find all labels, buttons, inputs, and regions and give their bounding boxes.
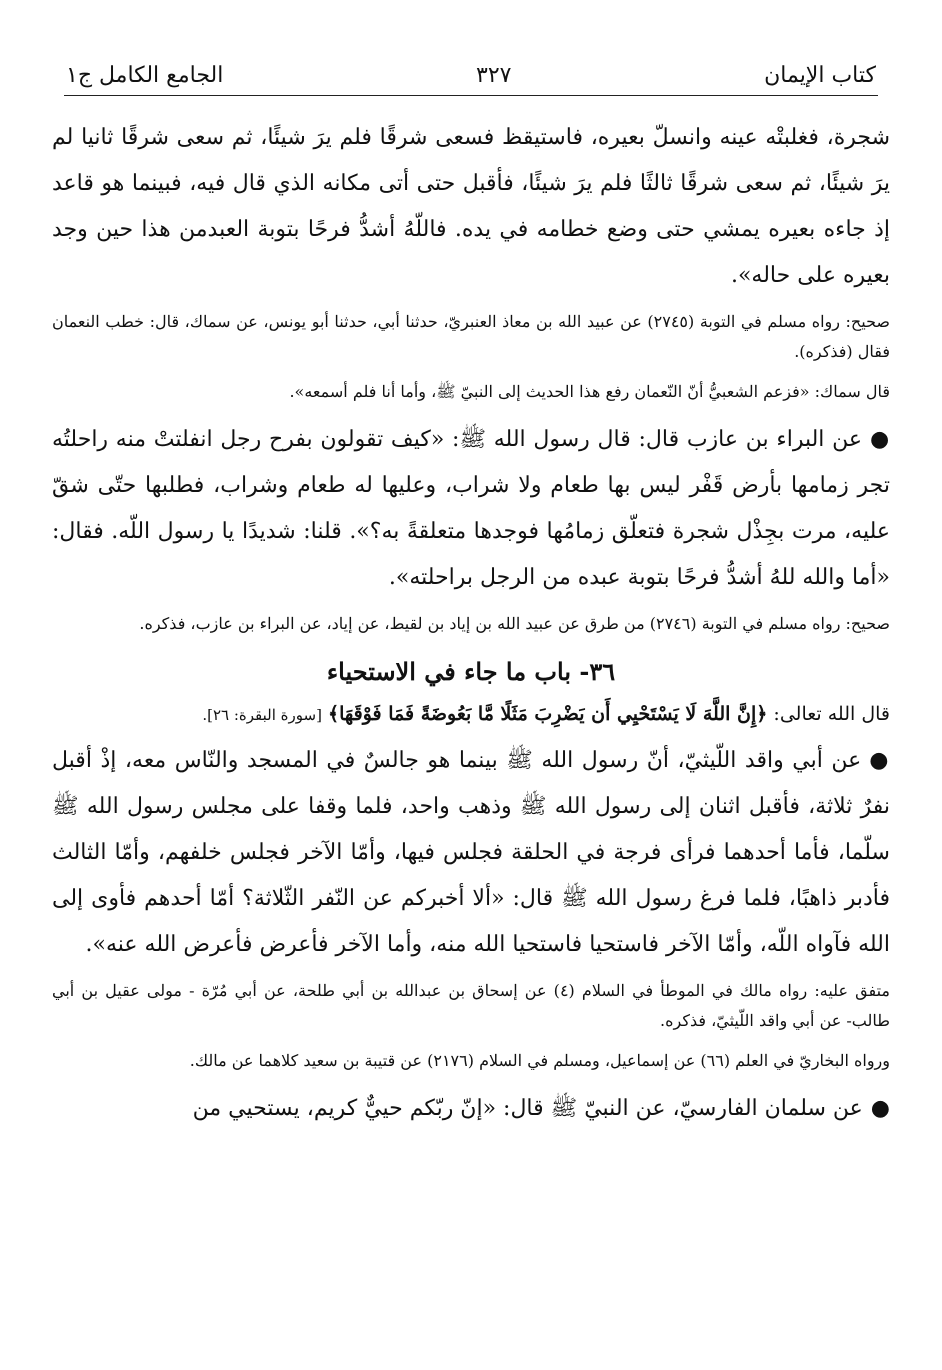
note-text: صحيح: رواه مسلم في التوبة (٢٧٤٦) من طرق عن عبيد الله بن إياد بن لقيط، عن إياد، عن البراء بن عازب، فذكره. bbox=[139, 614, 890, 633]
paragraph-text: عن البراء بن عازب قال: قال رسول الله ﷺ: «كيف تقولون بفرح رجل انفلتتْ منه راحلتُه تجر زمامها بأرض قَفْر ليس بها طعام ولا شراب، وعليها له طعام وشراب، فطلبها حتّى شقّ عليه، مرت بجِذْل شجرة فتعلّق زمامُها فوجدها متعلقةً به؟». قلنا: شديدًا يا رسول اللّه. فقال: «أما والله للهُ أشدُّ فرحًا بتوبة عبده من الرجل براحلته». bbox=[52, 427, 890, 590]
note-text: قال سماك: «فزعم الشعبيُّ أنّ النّعمان رفع هذا الحديث إلى النبيّ ﷺ، وأما أنا فلم أسمعه». bbox=[289, 382, 890, 401]
paragraph-text: عن سلمان الفارسيّ، عن النبيّ ﷺ قال: «إنّ ربّكم حييٌّ كريم، يستحيي من bbox=[192, 1096, 863, 1121]
header-book-title: كتاب الإيمان bbox=[764, 63, 876, 88]
bullet-icon: ● bbox=[870, 427, 890, 452]
running-header bbox=[66, 52, 876, 88]
hadith-grading-note bbox=[52, 609, 890, 639]
hadith-grading-note bbox=[52, 307, 890, 367]
paragraph-text: عن أبي واقد اللّيثيّ، أنّ رسول الله ﷺ بينما هو جالسٌ في المسجد والنّاس معه، إذْ أقبل نفرٌ ثلاثة، فأقبل اثنان إلى رسول الله ﷺ وذهب واحد، فلما وقفا على مجلس رسول الله ﷺ سلّما، فأما أحدهما فرأى فرجة في الحلقة فجلس فيها، وأمّا الآخر فجلس خلفهم، وأمّا الثالث فأدبر ذاهبًا، فلما فرغ رسول الله ﷺ قال: «ألا أخبركم عن النّفر الثّلاثة؟ أمّا أحدهم فأوى إلى الله فآواه اللّه، وأمّا الآخر فاستحيا فاستحيا الله منه، وأما الآخر فأعرض فأعرض الله عنه». bbox=[52, 748, 890, 957]
hadith-grading-note bbox=[52, 377, 890, 407]
hadith-paragraph bbox=[52, 417, 890, 601]
note-text: ورواه البخاريّ في العلم (٦٦) عن إسماعيل، ومسلم في السلام (٢١٧٦) عن قتيبة بن سعيد كلاهما عن مالك. bbox=[189, 1051, 890, 1070]
chapter-title: ٣٦- باب ما جاء في الاستحياء bbox=[326, 657, 616, 686]
note-text: متفق عليه: رواه مالك في الموطأ في السلام (٤) عن إسحاق بن عبدالله بن أبي طلحة، عن أبي مُرّة - مولى عقيل بن أبي طالب- عن أبي واقد اللّيثيّ، فذكره. bbox=[52, 981, 891, 1030]
paragraph bbox=[52, 115, 890, 299]
verse-reference: [سورة البقرة: ٢٦]. bbox=[202, 706, 322, 724]
note-text: صحيح: رواه مسلم في التوبة (٢٧٤٥) عن عبيد الله بن معاذ العنبريّ، حدثنا أبي، حدثنا أبو يونس، عن سماك، قال: خطب النعمان فقال (فذكره). bbox=[52, 312, 891, 361]
paragraph-text: شجرة، فغلبتْه عينه وانسلّ بعيره، فاستيقظ فسعى شرقًا فلم يرَ شيئًا، ثم سعى شرقًا ثانيا لم يرَ شيئًا، ثم سعى شرقًا ثالثًا فلم يرَ شيئًا، فأقبل حتى أتى مكانه الذي قال فيه، فبينما هو قاعد إذ جاءه بعيره يمشي حتى وضع خطامه في يده. فاللّهُ أشدُّ فرحًا بتوبة العبدمن هذا حين وجد بعيره على حاله». bbox=[52, 125, 890, 288]
quran-verse-line bbox=[52, 695, 890, 734]
bullet-icon: ● bbox=[869, 748, 890, 773]
verse-lead: قال الله تعالى: bbox=[773, 703, 890, 725]
page-body bbox=[52, 115, 890, 1140]
header-divider bbox=[64, 95, 878, 96]
quran-verse: ﴿إِنَّ اللَّهَ لَا يَسْتَحْيِي أَن يَضْرِبَ مَثَلًا مَّا بَعُوضَةً فَمَا فَوْقَهَا﴾ bbox=[327, 703, 768, 725]
hadith-paragraph bbox=[52, 738, 890, 968]
hadith-grading-note bbox=[52, 976, 890, 1036]
header-page-number: ٣٢٧ bbox=[476, 63, 512, 88]
hadith-paragraph bbox=[52, 1086, 890, 1132]
header-volume-title: الجامع الكامل ج١ bbox=[66, 63, 224, 88]
hadith-grading-note bbox=[52, 1046, 890, 1076]
bullet-icon: ● bbox=[870, 1096, 890, 1121]
